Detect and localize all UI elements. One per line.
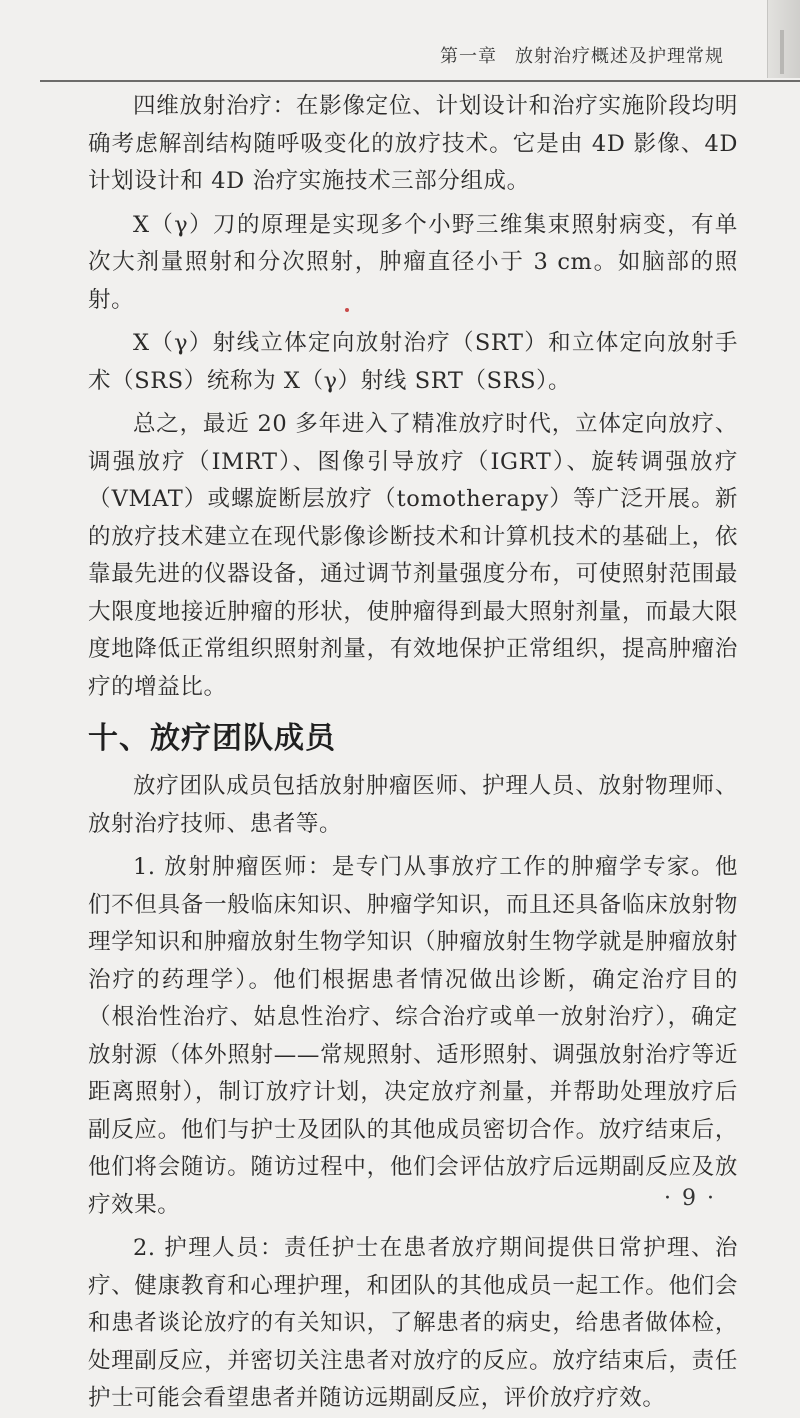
paragraph-nursing: 2. 护理人员：责任护士在患者放疗期间提供日常护理、治疗、健康教育和心理护理，和团队的其他成员一起工作。他们会和患者谈论放疗的有关知识，了解患者的病史，给患者做体检，处理副反应，并密切关注患者对放疗的反应。放疗结束后，责任护士可能会看望患者并随访远期副反应，评价放疗疗效。 bbox=[88, 1235, 738, 1411]
running-header bbox=[440, 42, 724, 68]
section-heading: 十、放疗团队成员 bbox=[88, 721, 336, 756]
chapter-label: 第一章 bbox=[440, 46, 497, 67]
chapter-title: 放射治疗概述及护理常规 bbox=[515, 46, 724, 67]
paragraph-srt-srs: X（γ）射线立体定向放射治疗（SRT）和立体定向放射手术（SRS）统称为 X（γ）射线 SRT（SRS）。 bbox=[88, 330, 738, 394]
ink-mark bbox=[345, 308, 349, 312]
paragraph-4d-radiotherapy: 四维放射治疗：在影像定位、计划设计和治疗实施阶段均明确考虑解剖结构随呼吸变化的放疗技术。它是由 4D 影像、4D 计划设计和 4D 治疗实施技术三部分组成。 bbox=[88, 93, 738, 194]
paragraph-team-intro: 放疗团队成员包括放射肿瘤医师、护理人员、放射物理师、放射治疗技师、患者等。 bbox=[88, 773, 738, 837]
paragraph-oncologist: 1. 放射肿瘤医师：是专门从事放疗工作的肿瘤学专家。他们不但具备一般临床知识、肿瘤学知识，而且还具备临床放射物理学知识和肿瘤放射生物学知识（肿瘤放射生物学就是肿瘤放射治疗的药理学）。他们根据患者情况做出诊断，确定治疗目的（根治性治疗、姑息性治疗、综合治疗或单一放射治疗），确定放射源（体外照射——常规照射、适形照射、调强放射治疗等近距离照射），制订放疗计划，决定放疗剂量，并帮助处理放疗后副反应。他们与护士及团队的其他成员密切合作。放疗结束后，他们将会随访。随访过程中，他们会评估放疗后远期副反应及放疗效果。 bbox=[88, 854, 738, 1218]
paragraph-gamma-knife: X（γ）刀的原理是实现多个小野三维集束照射病变，有单次大剂量照射和分次照射，肿瘤直径小于 3 cm。如脑部的照射。 bbox=[88, 211, 738, 313]
page-number: · 9 · bbox=[664, 1186, 716, 1211]
page-edge-tab bbox=[767, 0, 800, 78]
page-body bbox=[88, 88, 738, 1418]
header-rule bbox=[40, 80, 800, 82]
paragraph-summary: 总之，最近 20 多年进入了精准放疗时代，立体定向放疗、调强放疗（IMRT）、图像引导放疗（IGRT）、旋转调强放疗（VMAT）或螺旋断层放疗（tomotherapy）等广泛开展。新的放疗技术建立在现代影像诊断技术和计算机技术的基础上，依靠最先进的仪器设备，通过调节剂量强度分布，可使照射范围最大限度地接近肿瘤的形状，使肿瘤得到最大照射剂量，而最大限度地降低正常组织照射剂量，有效地保护正常组织，提高肿瘤治疗的增益比。 bbox=[88, 411, 738, 700]
